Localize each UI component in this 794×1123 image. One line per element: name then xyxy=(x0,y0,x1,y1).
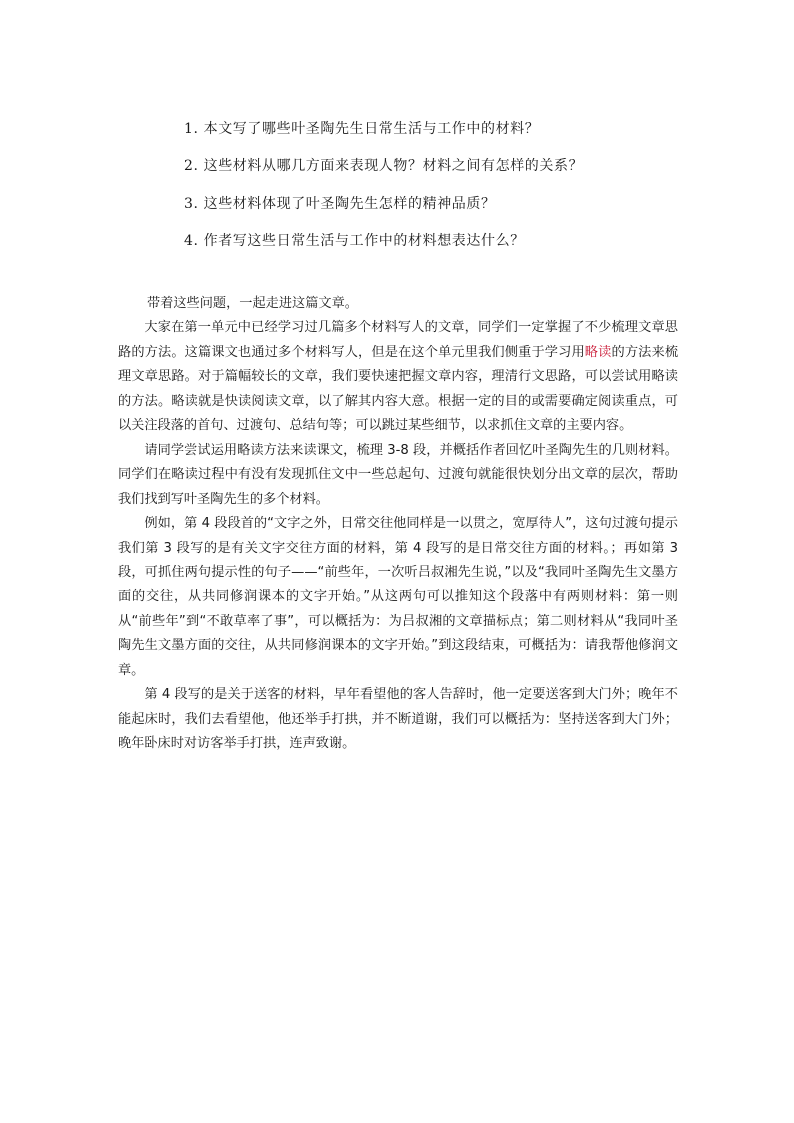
question-3: 3. 这些材料体现了叶圣陶先生怎样的精神品质？ xyxy=(184,195,496,212)
question-1: 1. 本文写了哪些叶圣陶先生日常生活与工作中的材料？ xyxy=(184,121,540,137)
question-2: 2. 这些材料从哪几方面来表现人物？材料之间有怎样的关系？ xyxy=(184,158,584,175)
paragraph-example: 例如，第 4 段段首的“文字之外，日常交往他同样是一以贯之，宽厚待人”，这句过渡句提示我们第 3 段写的是有关文字交往方面的材料，第 4 段写的是日常交往方面的材料。；再如第 3 段，可抓住两句提示性的句子——“前些年，一次听吕叔湘先生说，”以及“我同叶圣陶先生文墨方面的交往，从共同修润课本的文字开始。”从这两句可以推知这个段落中有两则材料：第一则从“前些年”到“不敢草率了事”，可以概括为：为吕叔湘的文章描标点；第二则材料从“我同叶圣陶先生文墨方面的交往，从共同修润课本的文字开始。”到这段结束，可概括为：请我帮他修润文章。 xyxy=(118,516,678,678)
paragraph-intro: 带着这些问题，一起走进这篇文章。 xyxy=(147,296,358,311)
question-4: 4. 作者写这些日常生活与工作中的材料想表达什么？ xyxy=(184,232,525,249)
highlighted-term: 略读 xyxy=(584,344,612,360)
paragraph-task: 请同学尝试运用略读方法来读课文，梳理 3-8 段，并概括作者回忆叶圣陶先生的几则材料。同学们在略读过程中有没有发现抓住文中一些总起句、过渡句就能很快划分出文章的层次，帮助我们找到写叶圣陶先生的多个材料。 xyxy=(118,442,678,507)
paragraph-text-after: 的方法来梳理文章思路。对于篇幅较长的文章，我们要快速把握文章内容，理清行文思路，可以尝试用略读的方法。略读就是快读阅读文章，以了解其内容大意。根据一定的目的或需要确定阅读重点，可以关注段落的首句、过渡句、总结句等；可以跳过某些细节，以求抓住文章的主要内容。 xyxy=(118,344,679,434)
guiding-questions xyxy=(184,119,684,268)
paragraph-text-before: 大家在第一单元中已经学习过几篇多个材料写人的文章，同学们一定掌握了不少梳理文章思路的方法。这篇课文也通过多个材料写人，但是在这个单元里我们侧重于学习用 xyxy=(118,320,678,360)
body-text xyxy=(118,292,678,757)
paragraph-seeing-guests: 第 4 段写的是关于送客的材料，早年看望他的客人告辞时，他一定要送客到大门外；晚年不能起床时，我们去看望他，他还举手打拱，并不断道谢，我们可以概括为：坚持送客到大门外；晚年卧床时对访客举手打拱，连声致谢。 xyxy=(118,687,678,752)
paragraph-skimming-method xyxy=(118,316,678,438)
